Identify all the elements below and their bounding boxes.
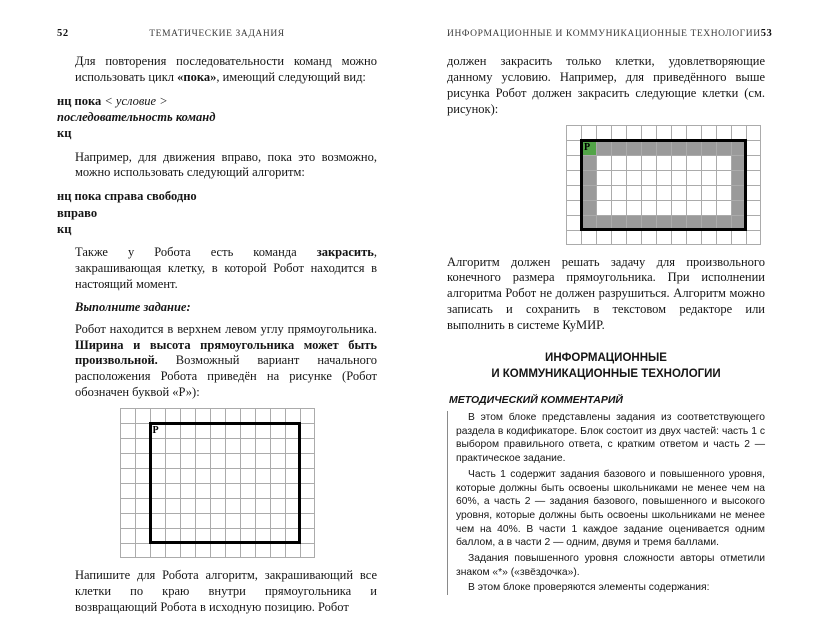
code-condition: < условие > xyxy=(104,93,168,108)
methodical-commentary-heading: МЕТОДИЧЕСКИЙ КОММЕНТАРИЙ xyxy=(449,394,623,407)
commentary-paragraph: Задания повышенного уровня сложности авторы отметили знаком «*» («звёздочка»). xyxy=(456,552,765,578)
paragraph-task-requirements: Алгоритм должен решать задачу для произвольного конечного размера прямоугольника. При исполнении алгоритма Робот не должен разрушиться. Алгоритм можно записать и сохранить в текстовом редакторе или выполнить в системе КуМИР. xyxy=(447,254,765,332)
rectangle-border xyxy=(580,139,747,231)
running-head-left xyxy=(57,28,377,39)
commentary-paragraph: В этом блоке представлены задания из соответствующего раздела в кодификаторе. Блок состоит из двух частей: часть 1 с выбором правильного ответа, с кратким ответом и часть 2 — практическое задание. xyxy=(456,412,765,465)
text-run: Также у Робота есть команда xyxy=(75,245,317,259)
page-52 xyxy=(57,28,377,616)
commentary-paragraph: В этом блоке проверяются элементы содержания: xyxy=(468,582,710,594)
text-run-bold: закрасить xyxy=(316,245,374,259)
paragraph-task-write: Напишите для Робота алгоритм, закрашивающий все клетки по краю внутри прямоугольника и возвращающий Робота в исходную позицию. Робот xyxy=(75,568,377,614)
methodical-commentary-block xyxy=(447,411,765,595)
code-line: последовательность команд xyxy=(57,110,216,124)
code-line xyxy=(57,93,377,109)
code-line: кц xyxy=(57,126,72,141)
paragraph-task-setup xyxy=(75,322,377,401)
text-run: , закрашивающая клетку, в которой Робот находится в настоящий момент. xyxy=(75,245,377,291)
text-run: Робот находится в верхнем левом углу прямоугольника. xyxy=(75,321,377,336)
paragraph-paint-command xyxy=(75,245,377,293)
paragraph-while-intro xyxy=(75,54,377,86)
section-title-line2: И КОММУНИКАЦИОННЫЕ ТЕХНОЛОГИИ xyxy=(491,367,721,380)
robot-cell: Р xyxy=(152,425,159,436)
text-run: Возможный вариант начального расположения Робота приведён на рисунке (Робот обозначен буквой «Р»): xyxy=(75,353,377,400)
task-heading: Выполните задание: xyxy=(75,299,191,314)
robot-cell: Р xyxy=(582,141,596,155)
text-run-bold: «пока» xyxy=(177,69,217,84)
paragraph-example-intro: Например, для движения вправо, пока это возможно, можно использовать следующий алгоритм: xyxy=(75,149,377,180)
commentary-paragraph: Часть 1 содержит задания базового и повышенного уровня, которые должны быть освоены школьниками не менее чем на 60%, а часть 2 — задания базового, повышенного и высокого уровня, которые должны быть освоены школьниками не менее чем на 40%. В части 1 каждое задание оценивается одним баллом, а в части 2 — одним, двумя и тремя баллами. xyxy=(456,468,765,549)
running-head-right xyxy=(447,28,773,39)
page-number: 53 xyxy=(760,28,773,39)
code-block-while-syntax xyxy=(57,93,377,142)
grid-figure-start xyxy=(120,408,315,558)
code-line: вправо xyxy=(57,205,98,220)
section-title xyxy=(447,350,765,382)
running-title: ИНФОРМАЦИОННЫЕ И КОММУНИКАЦИОННЫЕ ТЕХНОЛОГИИ xyxy=(447,29,761,39)
paragraph-task-continued: должен закрасить только клетки, удовлетворяющие данному условию. Например, для приведённого выше рисунка Робот должен закрасить следующие клетки (см. рисунок): xyxy=(447,54,765,116)
code-line: нц пока справа свободно xyxy=(57,189,197,204)
text-run: , имеющий следующий вид: xyxy=(216,69,366,84)
page-number: 52 xyxy=(57,28,69,39)
page-53 xyxy=(447,28,773,597)
running-title: ТЕМАТИЧЕСКИЕ ЗАДАНИЯ xyxy=(149,29,285,39)
text-run: Для повторения последовательности команд можно использовать цикл xyxy=(75,54,377,84)
grid-figure-result xyxy=(566,125,761,245)
section-title-line1: ИНФОРМАЦИОННЫЕ xyxy=(545,351,667,364)
text-run-bold: Ширина и высота прямоугольника может быть произвольной. xyxy=(75,337,377,368)
code-line: кц xyxy=(57,221,72,236)
code-block-move-right xyxy=(57,188,377,237)
code-keyword: нц пока xyxy=(57,93,105,108)
rectangle-border xyxy=(149,422,301,544)
